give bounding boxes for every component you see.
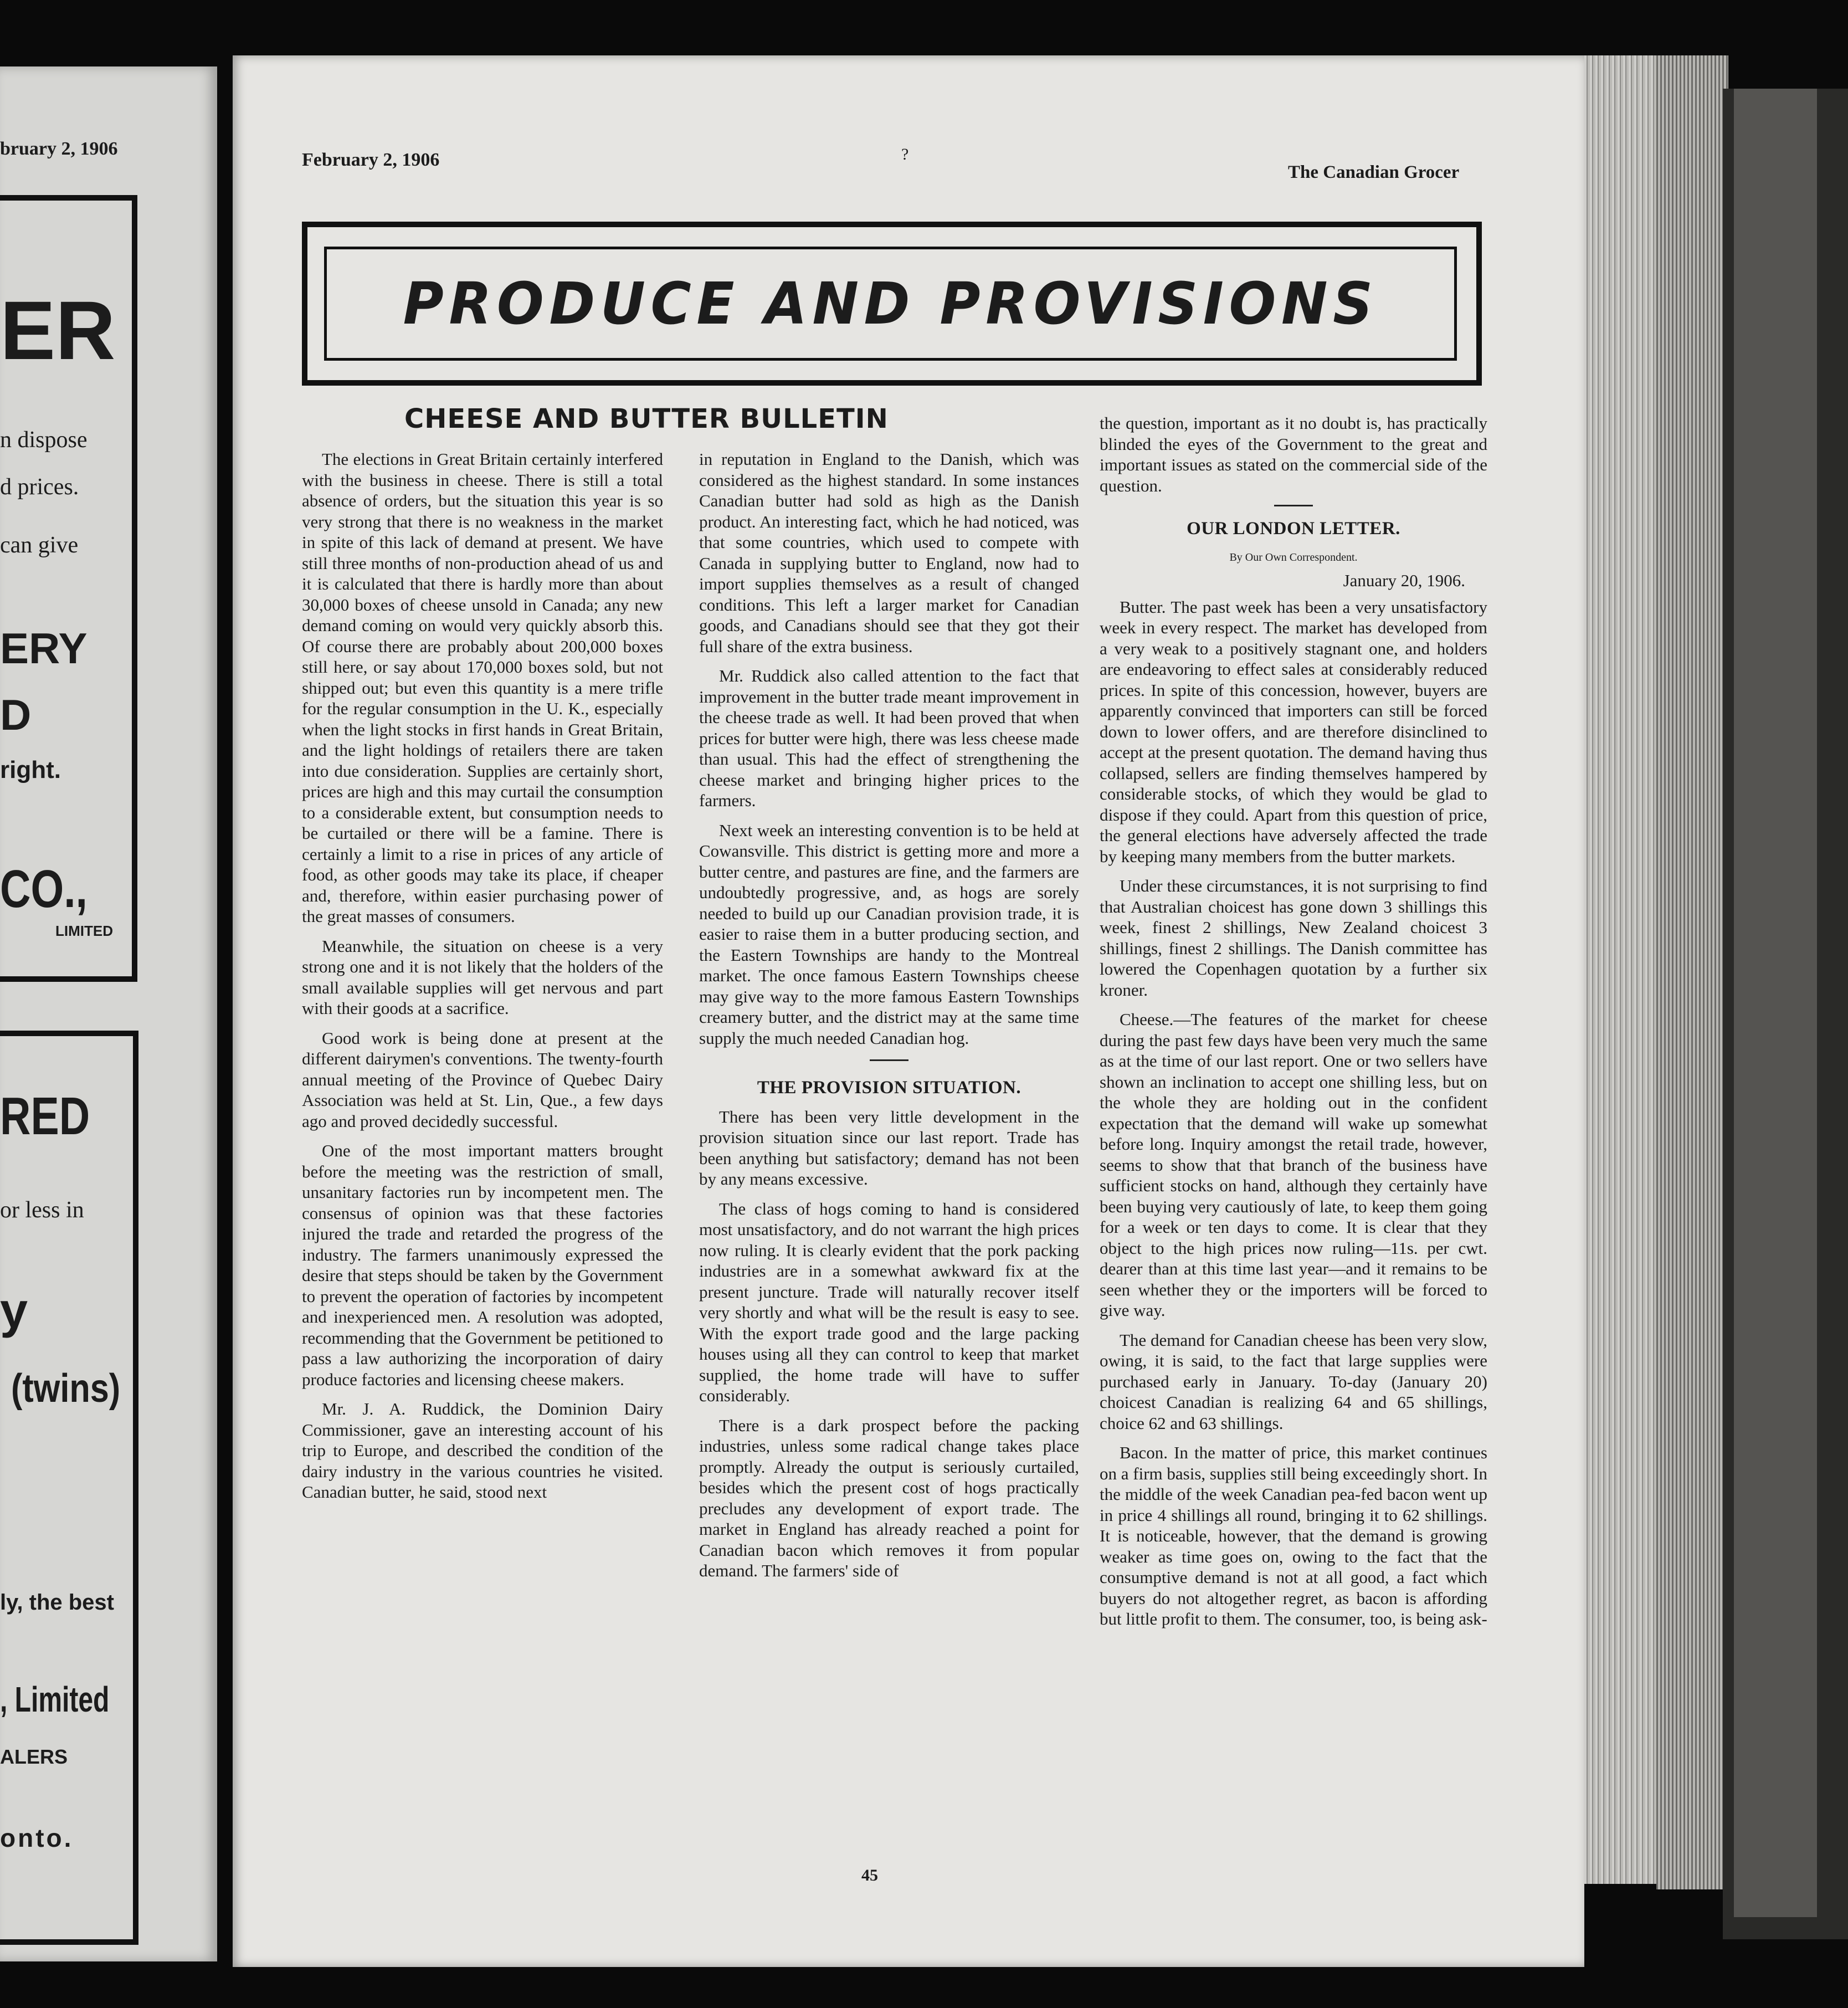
ad1-line: d prices. <box>0 474 79 500</box>
running-head-date: February 2, 1906 <box>302 150 440 170</box>
stray-mark: ? <box>901 145 909 163</box>
byline: By Our Own Correspondent. <box>1229 551 1358 564</box>
paragraph: the question, important as it no doubt is, has practically blinded the eyes of the Government to the great and important issues as stated on the commercial side of the question. <box>1100 413 1487 495</box>
ad2-line: onto. <box>0 1823 74 1852</box>
book-page-edges <box>1656 55 1728 1889</box>
ad1-line: can give <box>0 532 79 558</box>
ad1-line: CO., <box>0 859 88 919</box>
ad2-line: ly, the best <box>0 1590 114 1615</box>
left-advertisement-box-2 <box>0 1031 138 1945</box>
paragraph: Good work is being done at present at the different dairymen's conventions. The twenty-fourth annual meeting of the Province of Quebec Dairy Association was held at St. Lin, Que., a few days ago and proved decidedly successful. <box>302 1028 663 1131</box>
ad1-line: LIMITED <box>55 923 113 939</box>
section-rule <box>870 1059 908 1061</box>
paragraph: Next week an interesting convention is to be held at Cowansville. This district is getting more and more a butter centre, and pastures are fine, and the farmers are undoubtedly progressive, and, as hogs are sorely needed to build up our Canadian provision trade, it is easier to raise them in a butter producing section, and the Eastern Townships are handy to the Montreal market. The once famous Eastern Townships cheese may give way to the more famous Eastern Townships creamery butter, and the district may at the same time supply the much needed Canadian hog. <box>699 820 1079 1048</box>
london-heading: OUR LONDON LETTER. <box>1187 519 1400 539</box>
book-cover <box>1723 89 1848 1939</box>
page-number: 45 <box>861 1866 878 1884</box>
paragraph: There has been very little development in the provision situation since our last report. Trade has been anything but satisfactory; demand has not been by any means excessive. <box>699 1107 1079 1189</box>
ad2-line: , Limited <box>0 1679 110 1719</box>
ad2-line: or less in <box>0 1197 84 1223</box>
ad1-line: ERY <box>0 624 88 673</box>
article-headline: CHEESE AND BUTTER BULLETIN <box>404 403 889 434</box>
paragraph: Meanwhile, the situation on cheese is a very strong one and it is not likely that the holders of the small available supplies will get nervous and part with their goods at a sacrifice. <box>302 936 663 1018</box>
ad2-line: y <box>0 1283 28 1339</box>
section-banner <box>324 247 1457 361</box>
paragraph: in reputation in England to the Danish, which was considered as the highest standard. In some instances Canadian butter had sold as high as the Danish product. An interesting fact, which he had noticed, was that some countries, which used to compete with Canada in supplying butter to England, now had to import supplies themselves as a result of changed conditions. This left a larger market for Canadian goods, and Canadians should see that they got their full share of the extra business. <box>699 449 1079 656</box>
dateline: January 20, 1906. <box>1343 571 1465 590</box>
paragraph: The class of hogs coming to hand is considered most unsatisfactory, and do not warrant the high prices now ruling. It is clearly evident that the pork packing industries are in a somewhat awkward fix at the present juncture. Trade will naturally recover itself very shortly and what will be the result is easy to see. With the export trade good and the large packing houses using all they can control to keep that market supplied, the home trade will have to suffer considerably. <box>699 1198 1079 1405</box>
paragraph: There is a dark prospect before the packing industries, unless some radical change takes place promptly. Already the output is seriously curtailed, besides which the present cost of hogs practically precludes any development of export trade. The market in England has already reached a point for Canadian bacon which removes it from popular demand. The farmers' side of <box>699 1415 1079 1580</box>
paragraph: One of the most important matters brought before the meeting was the restriction of small, unsanitary factories run by incompetent men. The consensus of opinion was that these factories injured the trade and retarded the progress of the industry. The farmers unanimously expressed the desire that steps should be taken by the Government to prevent the operation of factories by incompetent and inexperienced men. A resolution was adopted, recommending that the Government be petitioned to pass a law authorizing the incorporation of dairy produce factories and licensing cheese makers. <box>302 1141 663 1389</box>
column-3 <box>1100 413 1487 1638</box>
ad1-line: D <box>0 690 32 739</box>
paragraph: The elections in Great Britain certainly interfered with the business in cheese. There is still a total absence of orders, but the situation this year is so very strong that there is no weakness in the market in spite of this lack of demand at present. We have still three months of non-production ahead of us and it is calculated that there is hardly more than about 30,000 boxes of cheese unsold in Canada; any new demand coming on would very quickly absorb this. Of course there are probably about 200,000 boxes still here, or say about 170,000 boxes sold, but not shipped out; but even this quantity is a mere trifle for the regular consumption in the U. K., especially when the light stocks in first hands in Great Britain, and the light holdings of retailers there are taken into due consideration. Supplies are certainly short, prices are high and this may curtail the consumption to a considerable extent, but consumption needs to be curtailed or there will be a famine. There is certainly a limit to a rise in prices of any article of food, as other goods may take its place, if cheaper and, therefore, within easier purchasing power of the great masses of consumers. <box>302 449 663 926</box>
ad2-line: ALERS <box>0 1745 68 1768</box>
left-page-fragment <box>0 66 217 1961</box>
column-2 <box>699 449 1079 1590</box>
paragraph: Butter. The past week has been a very unsatisfactory week in every respect. The market has developed from a very weak to a positively stagnant one, and holders are endeavoring to effect sales at considerably reduced prices. In spite of this concession, however, buyers are apparently convinced that importers can still be forced down to lower offers, and are therefore disinclined to accept at the present quotation. The demand having thus collapsed, sellers are finding themselves hampered by considerable stocks, of which they would be glad to dispose if they could. Apart from this question of price, the general elections have adversely affected the trade by keeping many members from the butter markets. <box>1100 597 1487 866</box>
paragraph: The demand for Canadian cheese has been very slow, owing, it is said, to the fact that large supplies were purchased early in January. To-day (January 20) choicest Canadian is realizing 64 and 65 shillings, choice 62 and 63 shillings. <box>1100 1330 1487 1433</box>
ad2-line: (twins) <box>11 1366 121 1411</box>
section-title: PRODUCE AND PROVISIONS <box>403 270 1378 337</box>
paragraph: Mr. J. A. Ruddick, the Dominion Dairy Commissioner, gave an interesting account of his trip to Europe, and described the condition of the dairy industry in the various countries he visited. Canadian butter, he said, stood next <box>302 1399 663 1502</box>
provision-heading: THE PROVISION SITUATION. <box>757 1078 1021 1098</box>
paragraph: Under these circumstances, it is not surprising to find that Australian choicest has gone down 3 shillings this week, finest 2 shillings, New Zealand choicest 3 shillings, finest 2 shillings. The Danish committee has lowered the Copenhagen quotation by a further six kroner. <box>1100 876 1487 1000</box>
paragraph: Cheese.—The features of the market for cheese during the past few days have been very much the same as at the time of our last report. One or two sellers have shown an inclination to accept one shilling less, but on the whole they are holding out in the confident expectation that the demand will wake up somewhat before long. Inquiry amongst the retail trade, however, seems to show that that branch of the business have sufficient stocks on hand, although they certainly have been buying very cautiously of late, to keep them going for a week or ten days to come. It is clear that they object to the high prices now ruling—11s. per cwt. dearer than at this time last year—and it remains to be seen whether they or the importers will be forced to give way. <box>1100 1010 1487 1320</box>
column-1 <box>302 449 663 1512</box>
left-page-date: bruary 2, 1906 <box>0 139 118 159</box>
ad1-line: ER <box>0 284 116 377</box>
ad1-line: n dispose <box>0 427 88 453</box>
section-rule <box>1274 505 1313 506</box>
paragraph: Mr. Ruddick also called attention to the fact that improvement in the butter trade meant improvement in the cheese trade as well. It had been proved that when prices for butter were high, there was less cheese made than usual. This had the effect of strengthening the cheese market and bringing higher prices to the farmers. <box>699 666 1079 810</box>
running-head-magazine: The Canadian Grocer <box>1288 162 1460 182</box>
ad2-line: RED <box>0 1087 90 1146</box>
ad1-line: right. <box>0 756 61 783</box>
paragraph: Bacon. In the matter of price, this market continues on a firm basis, supplies still being exceedingly short. In the middle of the week Canadian pea-fed bacon went up in price 4 shillings all round, bringing it to 62 shillings. It is noticeable, however, that the demand is growing weaker as time goes on, owing to the fact that the consumptive demand is not at all good, a fact which buyers do not altogether regret, as bacon is affording but little profit to them. The consumer, too, is being ask- <box>1100 1443 1487 1628</box>
